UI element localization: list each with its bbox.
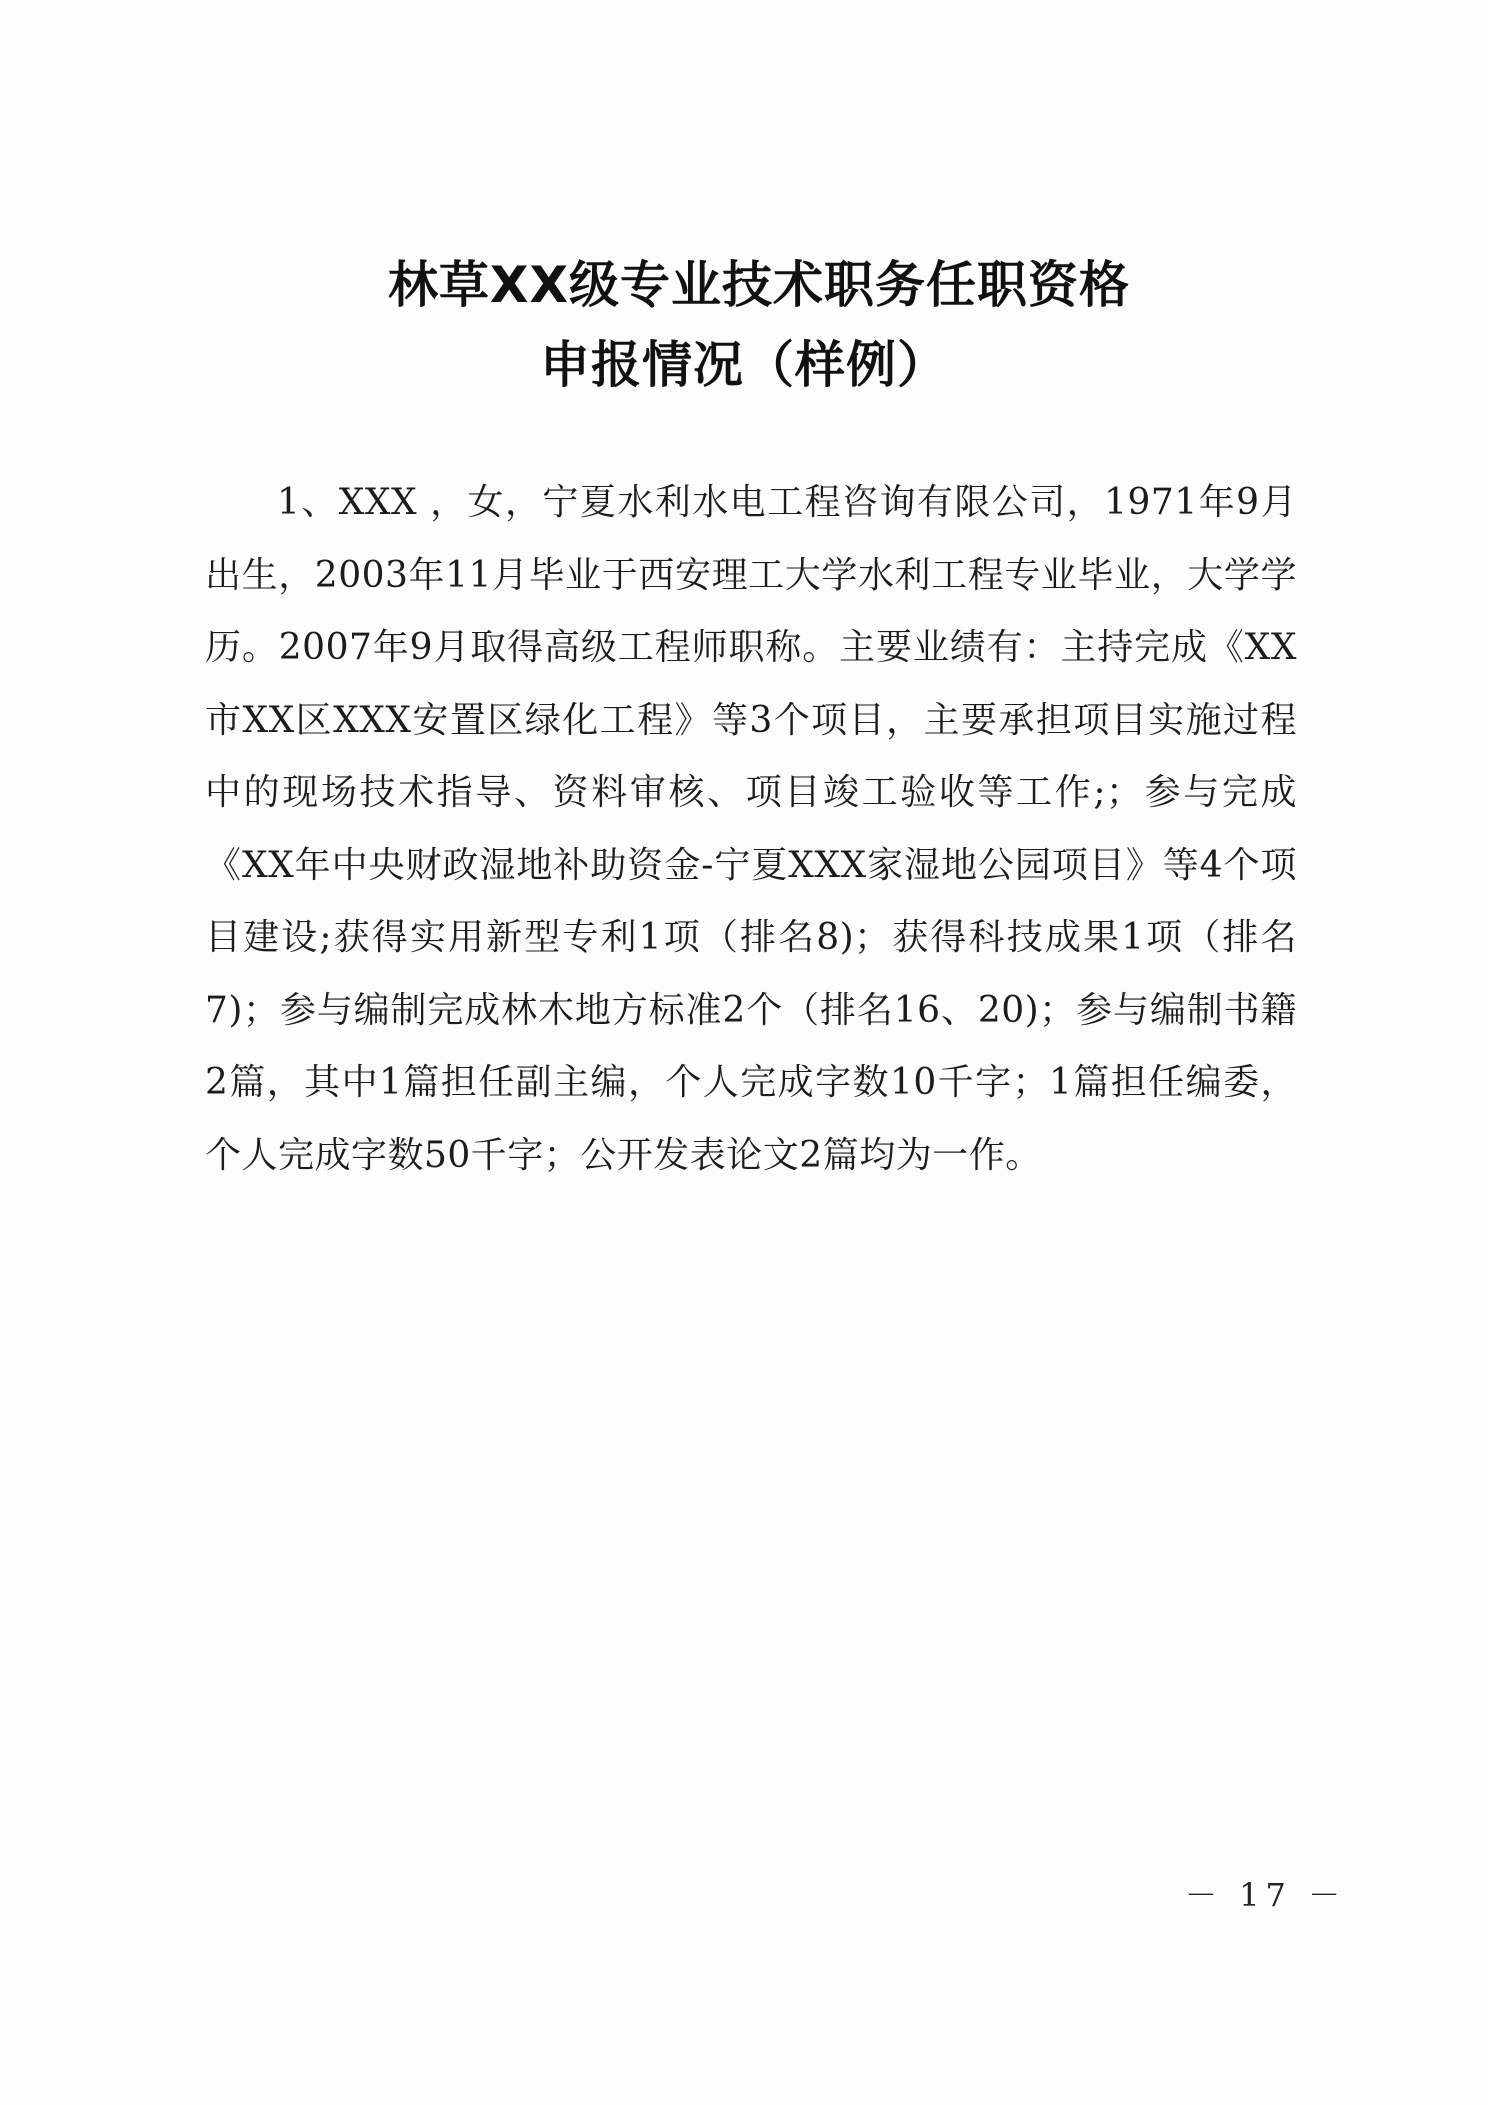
page-number: － 17 － [1185, 1876, 1347, 1914]
title-line-1: 林草XX级专业技术职务任职资格 [387, 256, 1131, 314]
document-title [0, 245, 1488, 405]
title-line-2: 申报情况（样例） [540, 336, 948, 394]
body-paragraph: 1、XXX ，女，宁夏水利水电工程咨询有限公司，1971年9月出生，2003年11月毕业于西安理工大学水利工程专业毕业，大学学历。2007年9月取得高级工程师职称。主要业绩有：主持完成《XX市XX区XXX安置区绿化工程》等3个项目，主要承担项目实施过程中的现场技术指导、资料审核、项目竣工验收等工作;；参与完成《XX年中央财政湿地补助资金-宁夏XXX家湿地公园项目》等4个项目建设;获得实用新型专利1项（排名8)；获得科技成果1项（排名7)；参与编制完成林木地方标准2个（排名16、20)；参与编制书籍2篇，其中1篇担任副主编，个人完成字数10千字；1篇担任编委，个人完成字数50千字；公开发表论文2篇均为一作。 [205, 482, 1297, 1176]
